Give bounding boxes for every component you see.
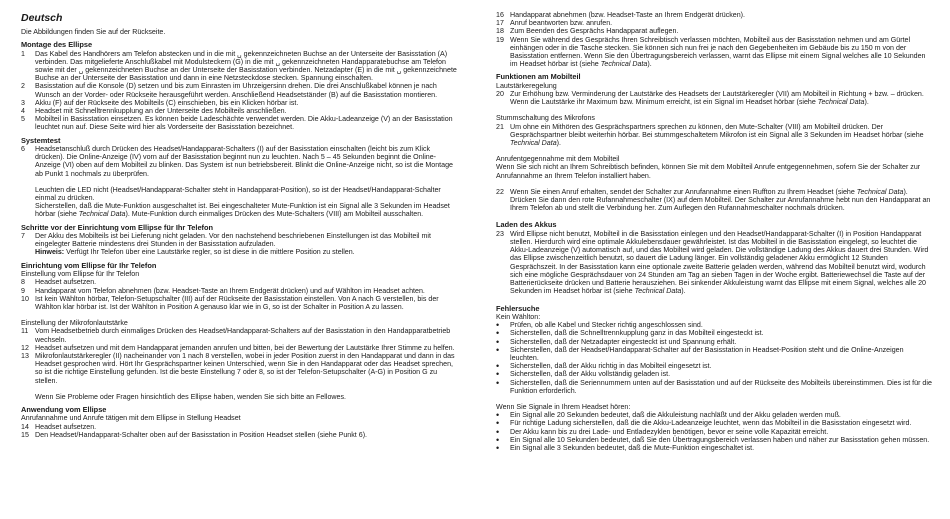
bullet-icon: • bbox=[496, 442, 500, 453]
subheading: Einstellung der Mikrofonlautstärke bbox=[21, 319, 128, 328]
subheading: Kein Wählton: bbox=[496, 312, 541, 321]
list-item: • Für richtige Ladung sicherstellen, daß die die Akku-Ladeanzeige leuchtet, wenn das Mobilteil in die Basisstation eingesetzt wird. bbox=[496, 418, 912, 429]
list-item: 23 Wird Ellipse nicht benutzt, Mobilteil in die Basisstation einlegen und den Headset/Handapparat-Schalter (I) in Position Handapparat stellen. Hierdurch wird eine optimale Akkulebensdauer gewährleistet. Ist das Mobilteil in die Basisstation eingelegt, so leuchtet die Akku-Ladeanzeige (V) automatisch auf, und das Mobilteil wird geladen. Die vollständige Ladung des Akkus dauert drei Stunden. Wird das Ellipse zwischenzeitlich benutzt, so dauert die Ladung länger. Ein vollständig geladener Akku ermöglicht 12 Stunden Gesprächszeit. In der Basisstation kann eine optionale zweite Batterie geladen werden, während das Mobilteil benutzt wird, wodurch sich eine mögliche Gesprächsdauer von 24 Stunden am Tag an sieben Tagen in der Woche ergibt. Batteriewechsel die Taste auf der Batterierückseite drücken und Batterie herausziehen. Bei sinkender Akkuleistung warnt das Ellipse mit einem Signal, welches alle 20 Sekunden im Headset hörbar ist (siehe Technical Data). bbox=[496, 229, 929, 296]
bullet-icon: • bbox=[496, 344, 500, 355]
item-text: Headsetanschluß durch Drücken des Headset/Handapparat-Schalters (I) auf der Basisstation einschalten (leicht bis zum Klick drücken). Die Online-Anzeige (IV) vorn auf der Basisstation beginnt nun zu leuchten. Nach 5 – 45 Sekunden beginnt die Online-Anzeige (VI) oben auf dem Mobilteil zu blinken. Das System ist nun betriebsbereit. Blinkt die Online-Anzeige nicht, so ist die Montage ab Punkt 1 nochmals zu überprüfen. bbox=[35, 145, 453, 178]
subheading: Stummschaltung des Mikrofons bbox=[496, 114, 595, 123]
intro-text: Die Abbildungen finden Sie auf der Rückseite. bbox=[21, 28, 166, 36]
heading-montage: Montage des Ellipse bbox=[21, 40, 93, 50]
paragraph: Wenn Sie sich nicht an Ihrem Schreibtisch befinden, können Sie mit dem Mobilteil Anrufe entgegennehmen, sofern Sie der Schalter zur Anrufannahme an Ihrem Telefon installiert haben. bbox=[496, 163, 921, 180]
section-funktionen bbox=[496, 73, 934, 212]
item-text: Basisstation auf die Konsole (D) setzen und bis zum Einrasten im Uhrzeigersinn drehen. Die drei Anschlußkabel können je nach Wunsch an der Vorder- oder Rückseite herausgeführt werden. Anschließend Headsetständer (B) auf die Basisstation montieren. bbox=[35, 82, 438, 99]
list-item bbox=[21, 115, 458, 131]
list-item: • Sicherstellen, daß der Netzadapter eingesteckt ist und Spannung erhält. bbox=[496, 336, 737, 347]
list-item: • Ein Signal alle 10 Sekunden bedeutet, daß Sie den Übertragungsbereich verlassen haben und näher zur Basisstation gehen müssen. bbox=[496, 434, 930, 445]
section-systemtest bbox=[21, 137, 458, 219]
item-text: Das Kabel des Handhörers am Telefon abstecken und in die mit ␣ gekennzeichneten Buchse an der Unterseite der Basisstation (A) verbinden. Das mitgelieferte Anschlußkabel mit Modulsteckern (G) in die mit ␣ gekennzeichneten Handapparatebuchse am Telefon sowie mit der ␣ gekennzeichneten Buchse an der Unterseite der Basisstation verbinden. Netzadapter (E) in die mit ␣ gekennzeichnete Buchse an der Unterseite der Basisstation und dann in eine Netzsteckdose stecken. Spannung einschalten. bbox=[35, 49, 457, 83]
item-text: Der Akku des Mobilteils ist bei Lieferung nicht geladen. Vor den nachstehend beschriebenen Einstellungen ist das Mobilteil mit eingelegter Batterie mindestens drei Stunden in der Basisstation aufzuladen. Hinweis: Verfügt Ihr Telefon über eine Lautstärke regler, so ist diese in die mittlere Position zu stellen. bbox=[35, 232, 431, 257]
list-item: 13 Mikrofonlautstärkeregler (II) nacheinander von 1 nach 8 verstellen, wobei in jeder Position zuerst in den Handapparat und dann in das Headset gesprochen wird. Hört Ihr Gesprächspartner keinen Unterschied, wenn Sie in den Handapparat oder das Headset sprechen, so ist die richtige Einstellung gefunden. Ist die beste Einstellung 7 oder 8, so ist der Telefon-Setupschalter (A-G) in Position G zu stellen. bbox=[21, 351, 455, 385]
section-schritte bbox=[21, 224, 458, 257]
heading-schritte: Schritte vor der Einrichtung vom Ellipse für Ihr Telefon bbox=[21, 222, 214, 232]
bullet-icon: • bbox=[496, 410, 500, 421]
item-number: 2 bbox=[21, 82, 25, 91]
list-item: 12 Headset aufsetzen und mit dem Handapparat jemanden anrufen und bitten, bei der Bewertung der Lautstärke Ihrer Stimme zu helfen. bbox=[21, 343, 455, 352]
list-item bbox=[21, 145, 458, 178]
list-item: 20 Zur Erhöhung bzw. Verminderung der Lautstärke des Headsets der Lautstärkeregler (VII) am Mobilteil in Richtung + bzw. – drücken. Wenn die Lautstärke ihr Maximum bzw. Minimum erreicht, ist ein Signal im Headset hörbar (siehe Technical Data). bbox=[496, 90, 924, 107]
list-item: • Ein Signal alle 20 Sekunden bedeutet, daß die Akkuleistung nachläßt und der Akku geladen werden muß. bbox=[496, 410, 841, 421]
list-item: • Sicherstellen, daß der Akku vollständig geladen ist. bbox=[496, 369, 671, 380]
subheading: Lautstärkeregelung bbox=[496, 81, 557, 90]
list-item: • Ein Signal alle 3 Sekunden bedeutet, daß die Mute-Funktion eingeschaltet ist. bbox=[496, 442, 755, 453]
paragraph: Sicherstellen, daß die Mute-Funktion ausgeschaltet ist. Bei eingeschalteter Mute-Funktion ist ein Signal alle 3 Sekunden im Headset hörbar (siehe Technical Data). Mute-Funktion durch einmaliges Drücken des Mute-Schalters (VIII) am Mobilteil ausschalten. bbox=[35, 202, 450, 219]
bullet-icon: • bbox=[496, 328, 500, 339]
section-anwendung bbox=[21, 406, 458, 439]
bullet-icon: • bbox=[496, 426, 500, 437]
list-item bbox=[21, 82, 458, 98]
section-fehlersuche bbox=[496, 305, 934, 453]
item-text: Akku (F) auf der Rückseite des Mobilteils (C) einschieben, bis ein Klicken hörbar ist. bbox=[35, 98, 299, 107]
list-item: 11 Vom Headsetbetrieb durch einmaliges Drücken des Headset/Handapparat-Schalters auf der Basisstation in den Handapparatbetrieb wechseln. bbox=[21, 327, 451, 344]
subheading: Einstellung vom Ellipse für Ihr Telefon bbox=[21, 270, 140, 279]
item-number: 7 bbox=[21, 232, 25, 241]
item-number: 4 bbox=[21, 107, 25, 116]
subheading: Anrufentgegennahme mit dem Mobilteil bbox=[496, 155, 620, 164]
list-item: • Sicherstellen, daß der Akku richtig in das Mobilteil eingesetzt ist. bbox=[496, 361, 712, 372]
bullet-icon: • bbox=[496, 418, 500, 429]
list-item: 19 Wenn Sie während des Gesprächs Ihren Schreibtisch verlassen möchten, Mobilteil aus der Basisstation nehmen und am Gürtel einhängen oder in die Tasche stecken. Sie können sich nun frei je nach den Gegebenheiten im Gebäude bis zu 150 m von der Basisstation entfernen. Wenn Sie den Übertragungsbereich verlassen, warnt das Ellipse mit einem Signal welches alle 10 Sekunden im Headset hörbar ist (siehe Technical Data). bbox=[496, 35, 926, 69]
item-number: 6 bbox=[21, 145, 25, 154]
list-item: 10 Ist kein Wählton hörbar, Telefon-Setupschalter (III) auf der Rückseite der Basisstation einstellen. Von A nach G verstellen, bis der Wählton klar hörbar ist. Ist der Wählton in Position A genauso klar wie in G, so ist der Schalter in Position A zu lassen. bbox=[21, 294, 439, 311]
list-item: • Prüfen, ob alle Kabel und Stecker richtig angeschlossen sind. bbox=[496, 320, 703, 331]
item-text: Headset mit Schnelltrennkupplung an der Unterseite des Mobilteils anschließen. bbox=[35, 107, 287, 116]
subheading: Wenn Sie Signale in Ihrem Headset hören: bbox=[496, 402, 631, 411]
bullet-icon: • bbox=[496, 369, 500, 380]
heading-funktionen: Funktionen am Mobilteil bbox=[496, 72, 581, 82]
item-number: 5 bbox=[21, 115, 25, 124]
list-item: 8 Headset aufsetzen. bbox=[21, 278, 97, 287]
list-item: 9 Handapparat vom Telefon abnehmen (bzw. Headset-Taste an Ihrem Endgerät drücken) und auf Wählton im Headset achten. bbox=[21, 286, 425, 295]
list-item bbox=[21, 99, 458, 107]
list-item: 15 Den Headset/Handapparat-Schalter oben auf der Basisstation in Position Headset stellen (siehe Punkt 6). bbox=[21, 430, 368, 439]
list-item: 18 Zum Beenden des Gesprächs Handapparat auflegen. bbox=[496, 27, 679, 36]
list-item: 14 Headset aufsetzen. bbox=[21, 422, 97, 431]
subheading: Anrufannahme und Anrufe tätigen mit dem Ellipse in Stellung Headset bbox=[21, 414, 241, 423]
list-item bbox=[21, 50, 458, 83]
item-number: 1 bbox=[21, 49, 25, 58]
list-item: 22 Wenn Sie einen Anruf erhalten, sendet der Schalter zur Anrufannahme einen Ruffton zu Ihrem Headset (siehe Technical Data). Drücken Sie dann den rote Rufannahmeschalter (IX) auf dem Mobilteil. Der Schalter zur Anrufannahme hebt nun den Handapparat an Ihrem Telefon ab und stellt die Verbindung her. Zum Auflegen den Rufannahmeschalter nochmals drücken. bbox=[496, 187, 931, 213]
heading-laden: Laden des Akkus bbox=[496, 220, 557, 230]
paragraph: Leuchten die LED nicht (Headset/Handapparat-Schalter steht in Handapparat-Position), so ist der Headset/Handapparat-Schalter einmal zu drücken. bbox=[35, 185, 441, 203]
language-title: Deutsch bbox=[21, 12, 63, 24]
item-number: 3 bbox=[21, 98, 25, 107]
paragraph: Wenn Sie Probleme oder Fragen hinsichtlich des Ellipse haben, wenden Sie sich bitte an Fellowes. bbox=[35, 392, 346, 401]
heading-einrichtung: Einrichtung vom Ellipse für Ihr Telefon bbox=[21, 260, 157, 270]
left-column bbox=[21, 12, 458, 439]
list-item: • Sicherstellen, daß der Headset/Handapparat-Schalter auf der Basisstation in Headset-Position steht und die Online-Anzeigen leuchten. bbox=[496, 344, 904, 362]
heading-systemtest: Systemtest bbox=[21, 135, 61, 145]
section-einrichtung bbox=[21, 262, 458, 401]
item-text: Mobilteil in Basisstation einsetzen. Es können beide Ladeschächte verwendet werden. Die Akku-Ladeanzeige (V) an der Basisstation leuchtet nun auf. Diese Seite wird hier als Vorderseite der Basisstation bezeichnet. bbox=[35, 115, 453, 132]
bullet-icon: • bbox=[496, 361, 500, 372]
list-item: 17 Anruf beantworten bzw. anrufen. bbox=[496, 19, 613, 28]
heading-anwendung: Anwendung vom Ellipse bbox=[21, 404, 107, 414]
right-column bbox=[496, 11, 934, 452]
section-montage bbox=[21, 41, 458, 131]
list-item: • Der Akku kann bis zu drei Lade- und Entladezyklen benötigen, bevor er seine volle Kapazität erreicht. bbox=[496, 426, 829, 437]
list-item: • Sicherstellen, daß die Seriennummern unten auf der Basisstation und auf der Rückseite des Mobilteils übereinstimmen. Dies ist für die Funktion erforderlich. bbox=[496, 377, 932, 395]
list-item bbox=[21, 232, 458, 257]
heading-fehlersuche: Fehlersuche bbox=[496, 303, 540, 313]
list-item: • Sicherstellen, daß die Schnelltrennkupplung ganz in das Mobilteil eingesteckt ist. bbox=[496, 328, 764, 339]
list-item: 21 Um ohne ein Mithören des Gesprächspartners sprechen zu können, den Mute-Schalter (VIII) am Mobilteil drücken. Der Gesprächspartner bleibt weiterhin hörbar. Bei stummgeschaltetem Mikrofon ist ein Signal alle 3 Sekunden im Headset hörbar (siehe Technical Data). bbox=[496, 122, 924, 148]
bullet-icon: • bbox=[496, 320, 500, 331]
section-laden bbox=[496, 221, 934, 295]
bullet-icon: • bbox=[496, 336, 500, 347]
list-item bbox=[21, 107, 458, 115]
bullet-icon: • bbox=[496, 434, 500, 445]
bullet-icon: • bbox=[496, 377, 500, 388]
list-item: 16 Handapparat abnehmen (bzw. Headset-Taste an Ihrem Endgerät drücken). bbox=[496, 11, 746, 19]
